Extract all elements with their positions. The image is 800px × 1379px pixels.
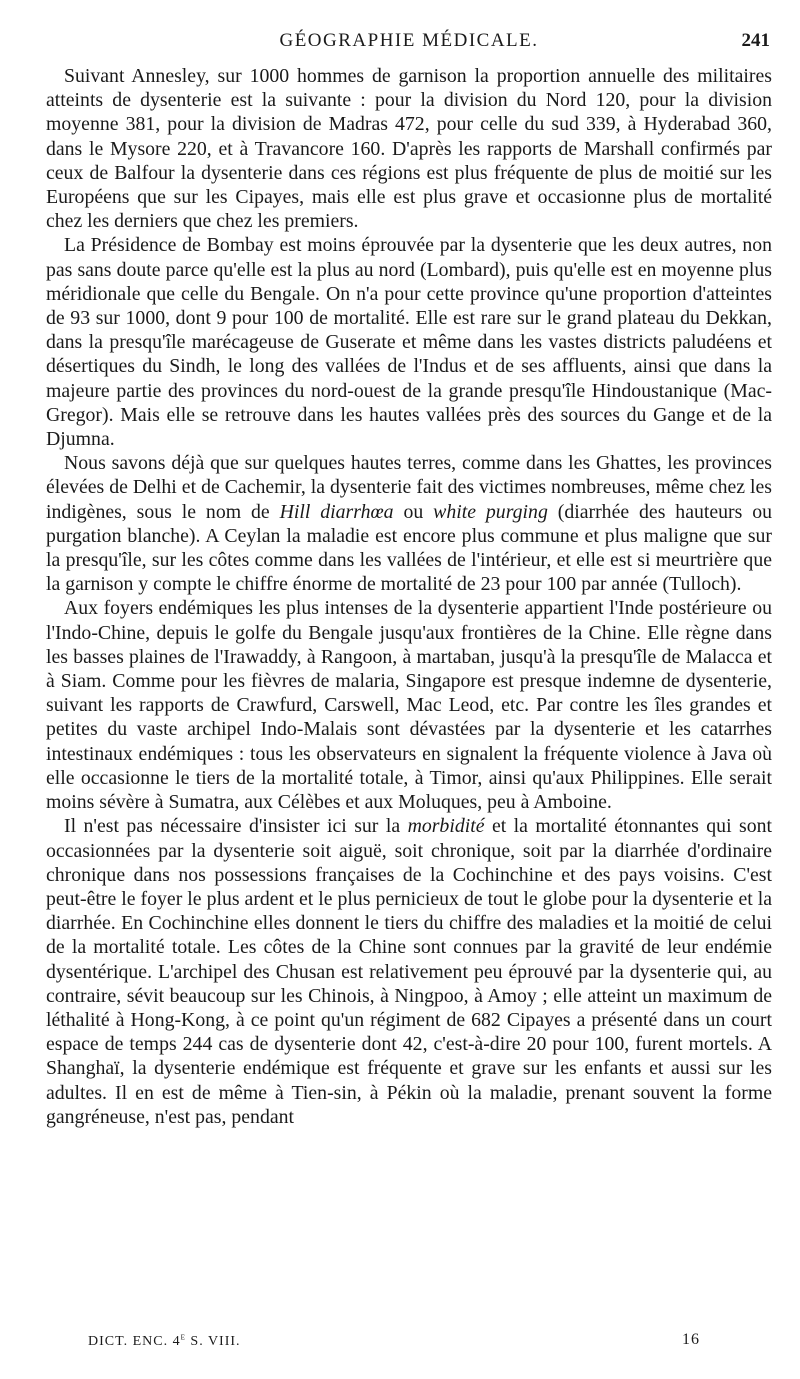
- italic-term-hill-diarrhoea: Hill diarrhœa: [279, 500, 394, 523]
- running-head: [46, 30, 772, 60]
- paragraph-text: et la mortalité étonnantes qui sont occasionnées par la dysenterie soit aiguë, soit chronique, soit par la diarrhée d'ordinaire chronique dans nos possessions françaises de la Cochinchine et des pays voisins. C'est peut-être le foyer le plus ardent et le plus pernicieux de tout le globe pour la dysenterie et la diarrhée. En Cochinchine elles donnent le tiers du chiffre des maladies et la moitié de celui de la mortalité totale. Les côtes de la Chine sont connues par la gravité de leur endémie dysentérique. L'archipel des Chusan est relativement peu éprouvé par la dysenterie qui, au contraire, sévit beaucoup sur les Chinois, à Ningpoo, à Amoy ; elle atteint un maximum de léthalité à Hong-Kong, à ce point qu'un régiment de 682 Cipayes a présenté dans un court espace de temps 244 cas de dysenterie dont 42, c'est-à-dire 20 pour 100, furent mortels. A Shanghaï, la dysenterie endémique est fréquente et grave sur les enfants et aussi sur les adultes. Il en est de même à Tien-sin, à Pékin où la maladie, prenant souvent la forme gangréneuse, n'est pas, pendant: [46, 815, 772, 1128]
- page-number: 241: [741, 30, 770, 51]
- paragraph-bombay: La Présidence de Bombay est moins éprouvée par la dysenterie que les deux autres, non pas sans doute parce qu'elle est la plus au nord (Lombard), puis qu'elle est en moyenne plus méridionale que celle du Bengale. On n'a pour cette province qu'une proportion d'atteintes de 93 sur 1000, dont 9 pour 100 de mortalité. Elle est rare sur le grand plateau du Dekkan, dans la presqu'île marécageuse de Guserate et même dans les vastes districts paludéens et désertiques du Sindh, le long des vallées de l'Indus et de ses affluents, ainsi que dans la majeure partie des provinces du nord-ouest de la grande presqu'île Hindoustanique (Mac-Gregor). Mais elle se retrouve dans les hautes vallées près des sources du Gange et de la Djumna.: [46, 234, 772, 451]
- paragraph-text: Il n'est pas nécessaire d'insister ici sur la: [64, 815, 408, 838]
- page-footer: [88, 1331, 700, 1350]
- italic-term-white-purging: white purging: [433, 500, 548, 523]
- paragraph-cochinchine: [46, 814, 772, 1129]
- paragraph-indo-chine: Aux foyers endémiques les plus intenses de la dysenterie appartient l'Inde postérieure ou l'Indo-Chine, depuis le golfe du Bengale jusqu'aux frontières de la Chine. Elle règne dans les basses plaines de l'Irawaddy, à Rangoon, à martaban, jusqu'à la presqu'île de Malacca et à Siam. Comme pour les fièvres de malaria, Singapore est presque indemne de dysenterie, suivant les rapports de Crawfurd, Carswell, Mac Leod, etc. Par contre les îles grandes et petites du vaste archipel Indo-Malais sont dévastées par la dysenterie et les catarrhes intestinaux endémiques : tous les observateurs en signalent la fréquente violence à Java où elle occasionne le tiers de la mortalité totale, à Timor, ainsi qu'aux Philippines. Elle serait moins sévère à Sumatra, aux Célèbes et aux Moluques, peu à Amboine.: [46, 597, 772, 814]
- italic-term-morbidite: morbidité: [407, 815, 485, 838]
- running-title: GÉOGRAPHIE MÉDICALE.: [279, 30, 539, 51]
- paragraph-text: ou: [393, 500, 434, 523]
- paragraph-hautes-terres: [46, 451, 772, 596]
- paragraph-text: Nous savons déjà que sur quelques hautes terres, comme dans les Ghattes, les provinces élevées de Delhi et de Cachemir, la dysenterie fait des victimes nombreuses, même chez les indigènes, sous le nom de: [46, 452, 772, 523]
- page: [46, 30, 772, 1129]
- paragraph-annesley: Suivant Annesley, sur 1000 hommes de garnison la proportion annuelle des militaires atteints de dysenterie est la suivante : pour la division du Nord 120, pour la division moyenne 381, pour la division de Madras 472, pour celle du sud 339, à Hyderabad 360, dans le Mysore 220, et à Travancore 160. D'après les rapports de Marshall confirmés par ceux de Balfour la dysenterie dans ces régions est plus fréquente de plus de moitié sur les Européens que sur les Cipayes, mais elle est plus grave et occasionne plus de mortalité chez les derniers que chez les premiers.: [46, 65, 772, 233]
- signature-dict: DICT. ENC. 4: [88, 1333, 181, 1349]
- signature-series: S. VIII.: [190, 1333, 241, 1349]
- body-text: [46, 64, 772, 1129]
- signature-number: 16: [682, 1331, 700, 1348]
- paragraph-text: (diarrhée des hauteurs ou purgation blanche). A Ceylan la maladie est encore plus commune et plus maligne que sur la presqu'île, sur les côtes comme dans les vallées de l'intérieur, et elle est si meurtrière que la garnison y compte le chiffre énorme de mortalité de 23 pour 100 par année (Tulloch).: [46, 500, 773, 596]
- signature-sup: e: [180, 1331, 186, 1342]
- printer-signature: [88, 1331, 241, 1349]
